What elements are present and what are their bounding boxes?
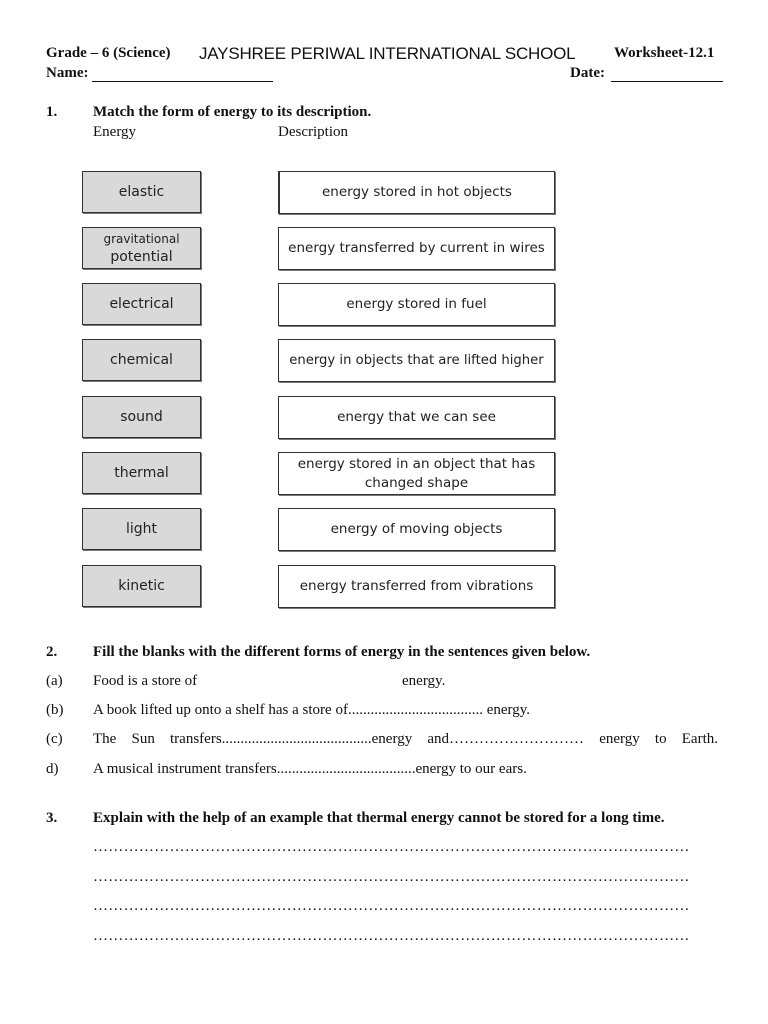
q2c-label: (c) [46,731,63,747]
description-label: energy that we can see [337,409,496,425]
answer-line[interactable]: ……………………………………………………………………………………………………… [93,928,690,944]
name-label: Name: [46,65,89,81]
description-column-header: Description [278,124,348,140]
description-box[interactable] [278,171,555,214]
energy-box-elastic[interactable] [82,171,201,213]
answer-line[interactable]: ……………………………………………………………………………………………………… [93,869,690,885]
energy-box-gravitational-potential[interactable] [82,227,201,269]
description-label: energy stored in fuel [346,296,487,312]
energy-label: electrical [109,296,174,312]
description-box[interactable] [278,283,555,326]
q2b-label: (b) [46,702,64,718]
q2a-label: (a) [46,673,63,689]
description-label: energy stored in hot objects [322,184,512,200]
energy-label: kinetic [118,578,165,594]
q3-title: Explain with the help of an example that thermal energy cannot be stored for a long time. [93,810,665,826]
description-label: energy transferred from vibrations [299,578,534,594]
q2a-text-start: Food is a store of [93,673,198,689]
energy-box-sound[interactable] [82,396,201,438]
description-box[interactable] [278,565,555,608]
energy-box-thermal[interactable] [82,452,201,494]
energy-column-header: Energy [93,124,137,140]
description-box[interactable] [278,396,555,439]
description-box[interactable] [278,227,555,270]
energy-label: thermal [114,465,169,481]
q2d-text[interactable]: A musical instrument transfers.....................................energy to our ears. [93,761,527,777]
energy-box-kinetic[interactable] [82,565,201,607]
description-box[interactable] [278,508,555,551]
q3-number: 3. [46,810,58,826]
energy-label: sound [120,409,163,425]
q2a-text-end: energy. [402,673,446,689]
q2d-label: d) [46,761,59,777]
description-label: energy in objects that are lifted higher [289,353,544,368]
description-box[interactable] [278,339,555,382]
energy-label: potential [110,249,173,265]
energy-label: chemical [110,352,173,368]
energy-box-light[interactable] [82,508,201,550]
answer-line[interactable]: ……………………………………………………………………………………………………… [93,839,690,855]
description-label: energy of moving objects [330,521,503,537]
school-name: JAYSHREE PERIWAL INTERNATIONAL SCHOOL [199,44,576,63]
q2c-text[interactable]: The Sun transfers........................................energy and……………………… energy to Earth. [93,731,718,747]
description-label: changed shape [364,474,469,491]
energy-label: light [125,521,158,537]
energy-box-electrical[interactable] [82,283,201,325]
q2-title: Fill the blanks with the different forms of energy in the sentences given below. [93,644,591,660]
date-field[interactable] [611,66,723,82]
q2-number: 2. [46,644,58,660]
q2b-text[interactable]: A book lifted up onto a shelf has a store of.................................... energy. [93,702,531,718]
date-label: Date: [570,65,605,81]
energy-label: gravitational [103,232,180,246]
description-label: energy stored in an object that has [297,455,536,472]
worksheet-number: Worksheet-12.1 [614,45,715,61]
answer-line[interactable]: ……………………………………………………………………………………………………… [93,898,690,914]
q2a-blank[interactable] [222,673,394,691]
description-box[interactable] [278,452,555,495]
description-label: energy transferred by current in wires [288,240,545,256]
energy-label: elastic [118,184,165,200]
name-field[interactable] [92,66,273,82]
q1-number: 1. [46,104,58,120]
energy-box-chemical[interactable] [82,339,201,381]
q1-title: Match the form of energy to its description. [93,104,372,120]
grade-label: Grade – 6 (Science) [46,45,171,61]
